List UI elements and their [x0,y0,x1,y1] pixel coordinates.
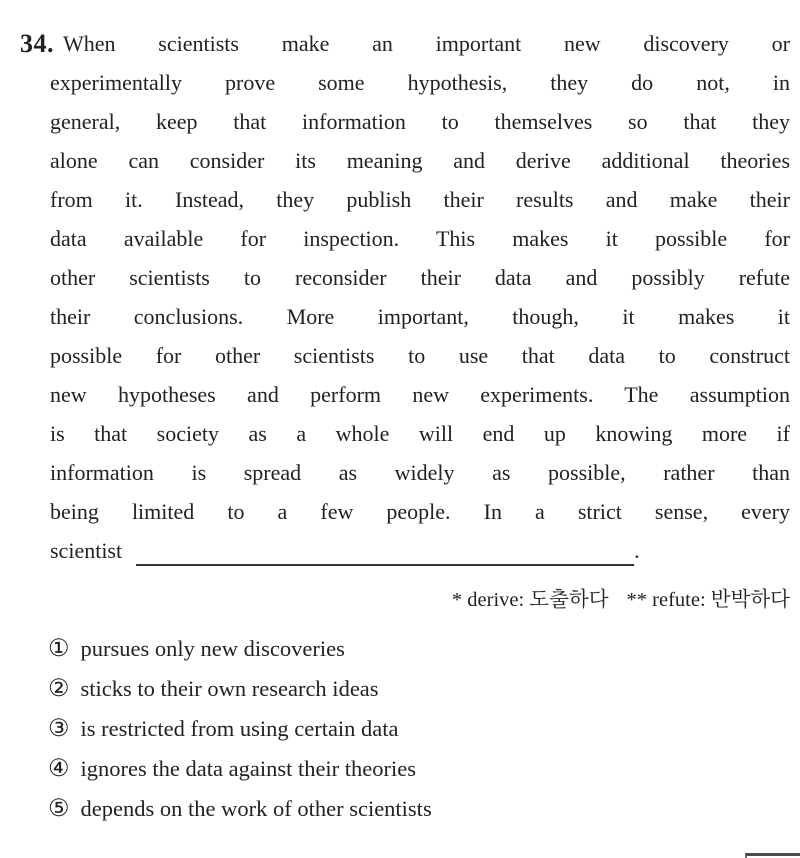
answer-blank-rule [136,563,634,566]
option-5-text: depends on the work of other scientists [80,796,432,821]
option-2-text: sticks to their own research ideas [80,676,379,701]
cutoff-corner-box [745,853,800,858]
option-1-text: pursues only new discoveries [80,636,345,661]
option-4 [48,749,788,789]
fill-blank-line [50,531,790,573]
passage-line: When scientists make an important new discovery or [63,31,790,56]
passage-line: information is spread as widely as possible, rather than [50,460,790,485]
passage-line: other scientists to reconsider their data and possibly refute [50,265,790,290]
glossary-entry-derive: * derive: 도출하다 [451,589,609,611]
passage-line: their conclusions. More important, though, it makes it [50,304,790,329]
option-4-text: ignores the data against their theories [80,756,417,781]
passage-line: possible for other scientists to use that data to construct [50,343,790,368]
answer-options [48,629,788,829]
option-3-text: is restricted from using certain data [80,716,399,741]
option-3-marker: ③ [48,716,70,742]
passage-line: is that society as a whole will end up knowing more if [50,421,790,446]
option-1 [48,629,788,669]
passage-line: experimentally prove some hypothesis, they do not, in [50,70,790,95]
option-5-marker: ⑤ [48,796,70,822]
passage-line: alone can consider its meaning and derive additional theories [50,148,790,173]
option-1-marker: ① [48,636,70,662]
fill-blank-period: . [634,538,640,563]
question-number: 34. [20,29,54,58]
passage-line: general, keep that information to themselves so that they [50,109,790,134]
option-2-marker: ② [48,676,70,702]
question-passage [50,24,790,614]
passage-line: from it. Instead, they publish their results and make their [50,187,790,212]
glossary-entry-refute: ** refute: 반박하다 [626,589,790,611]
glossary-footnote [50,586,790,614]
option-2 [48,669,788,709]
option-4-marker: ④ [48,756,70,782]
option-5 [48,789,788,829]
fill-blank-prefix: scientist [50,538,123,563]
option-3 [48,709,788,749]
passage-line: new hypotheses and perform new experiments. The assumption [50,382,790,407]
passage-line: being limited to a few people. In a strict sense, every [50,499,790,524]
passage-line: data available for inspection. This makes it possible for [50,226,790,251]
